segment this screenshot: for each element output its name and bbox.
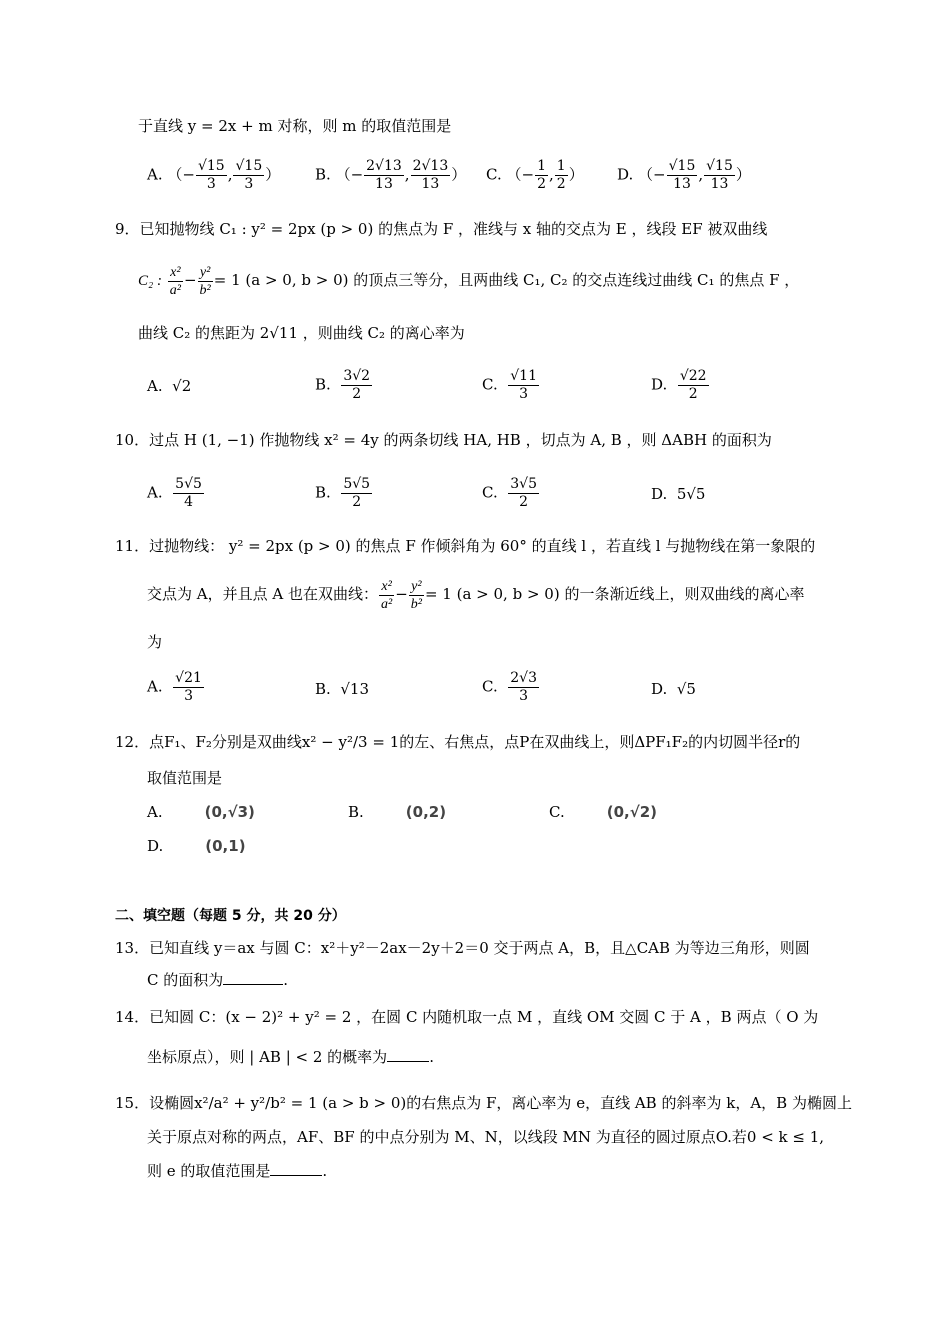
q12-option-b: B. (0,2)	[348, 803, 447, 821]
q14-line-2: 坐标原点），则 | AB | < 2 的概率为 .	[147, 1048, 434, 1066]
q10-stem: 10．过点 H (1, −1) 作抛物线 x² = 4y 的两条切线 HA, HB ，切点为 A, B ，则 ΔABH 的面积为	[115, 431, 772, 449]
q9-line-1: 9．已知抛物线 C₁ : y² = 2px (p > 0) 的焦点为 F ，准线与 x 轴的交点为 E ，线段 EF 被双曲线	[115, 220, 768, 238]
q11-option-b: B. √13	[315, 680, 369, 698]
q8-option-d: D. （− $\frac{√15}{13}$ , $\frac{√15}{13}$ ）	[617, 158, 751, 192]
q11-line-1: 11．过抛物线： y² = 2px (p > 0) 的焦点 F 作倾斜角为 60° 的直线 l ，若直线 l 与抛物线在第一象限的	[115, 537, 816, 555]
q8-stem-tail: 于直线 y = 2x + m 对称，则 m 的取值范围是	[138, 117, 452, 135]
q9-option-b: B. $\frac{3√2}{2}$	[315, 368, 371, 402]
q15-line-1: 15．设椭圆x²/a² + y²/b² = 1 (a > b > 0)的右焦点为 F，离心率为 e，直线 AB 的斜率为 k，A，B 为椭圆上	[115, 1094, 852, 1112]
q9-option-c: C. $\frac{√11}{3}$	[482, 368, 538, 402]
question-number: 10．	[115, 431, 150, 449]
q10-option-d: D. 5√5	[651, 485, 706, 503]
q13-line-2: C 的面积为 .	[147, 971, 289, 989]
q8-option-b: B. （− $\frac{2√13}{13}$ , $\frac{2√13}{13}$ ）	[315, 158, 467, 192]
question-number: 15．	[115, 1094, 150, 1112]
q15-line-3: 则 e 的取值范围是 .	[147, 1162, 328, 1180]
q11-line-3: 为	[147, 633, 163, 651]
q8-option-c: C. （− $\frac{1}{2}$ , $\frac{1}{2}$ ）	[486, 158, 584, 192]
q11-option-c: C. $\frac{2√3}{3}$	[482, 670, 538, 704]
answer-blank	[387, 1047, 429, 1062]
q11-option-d: D. √5	[651, 680, 696, 698]
q14-line-1: 14．已知圆 C：(x − 2)² + y² = 2 ，在圆 C 内随机取一点 M ，直线 OM 交圆 C 于 A ，B 两点（ O 为	[115, 1008, 819, 1026]
q8-option-a: A. （− $\frac{√15}{3}$ , $\frac{√15}{3}$ ）	[147, 158, 281, 192]
question-number: 14．	[115, 1008, 150, 1026]
q10-option-c: C. $\frac{3√5}{2}$	[482, 476, 538, 510]
q9-line-2: C₂ : $\frac{\text{x²}}{\text{a²}}$ − $\frac{\text{y²}}{\text{b²}}$ = 1 (a > 0, b > 0) 的顶点三等分，且两曲线 C₁, C₂ 的交点连线过曲线 C₁ 的焦点 F ，	[138, 264, 800, 298]
q11-line-2: 交点为 A，并且点 A 也在双曲线： $\frac{\text{x²}}{\text{a²}}$ − $\frac{\text{y²}}{\text{b²}}$ = 1 (a > 0, b > 0) 的一条渐近线上，则双曲线的离心率	[147, 578, 805, 612]
answer-blank	[270, 1161, 322, 1176]
option-label: C.	[486, 165, 502, 184]
option-label: B.	[315, 165, 331, 184]
q12-line-1: 12．点F₁、F₂分别是双曲线x² − y²/3 = 1的左、右焦点，点P在双曲线上，则ΔPF₁F₂的内切圆半径r的	[115, 733, 801, 751]
q15-line-2: 关于原点对称的两点，AF、BF 的中点分别为 M、N，以线段 MN 为直径的圆过原点O.若0 < k ≤ 1,	[147, 1128, 825, 1146]
q10-option-a: A. $\frac{5√5}{4}$	[147, 476, 202, 510]
q9-option-d: D. $\frac{√22}{2}$	[651, 368, 707, 402]
question-number: 12．	[115, 733, 150, 751]
q13-line-1: 13．已知直线 y＝ax 与圆 C：x²＋y²－2ax－2y＋2＝0 交于两点 A，B，且△CAB 为等边三角形，则圆	[115, 939, 810, 957]
q10-option-b: B. $\frac{5√5}{2}$	[315, 476, 371, 510]
q12-line-2: 取值范围是	[147, 769, 223, 787]
q11-option-a: A. $\frac{√21}{3}$	[147, 670, 202, 704]
section-heading: 二、填空题（每题 5 分，共 20 分）	[115, 908, 346, 924]
q12-option-c: C. (0,√2)	[549, 803, 658, 821]
answer-blank	[223, 970, 283, 985]
q9-line-3: 曲线 C₂ 的焦距为 2√11 ，则曲线 C₂ 的离心率为	[138, 324, 465, 342]
q12-option-a: A. (0,√3)	[147, 803, 255, 821]
q12-option-d: D. (0,1)	[147, 837, 246, 855]
q9-option-a: A. √2	[147, 377, 192, 395]
question-number: 9．	[115, 220, 140, 238]
question-number: 11．	[115, 537, 150, 555]
question-number: 13．	[115, 939, 150, 957]
option-label: A.	[147, 165, 163, 184]
option-label: D.	[617, 165, 634, 184]
